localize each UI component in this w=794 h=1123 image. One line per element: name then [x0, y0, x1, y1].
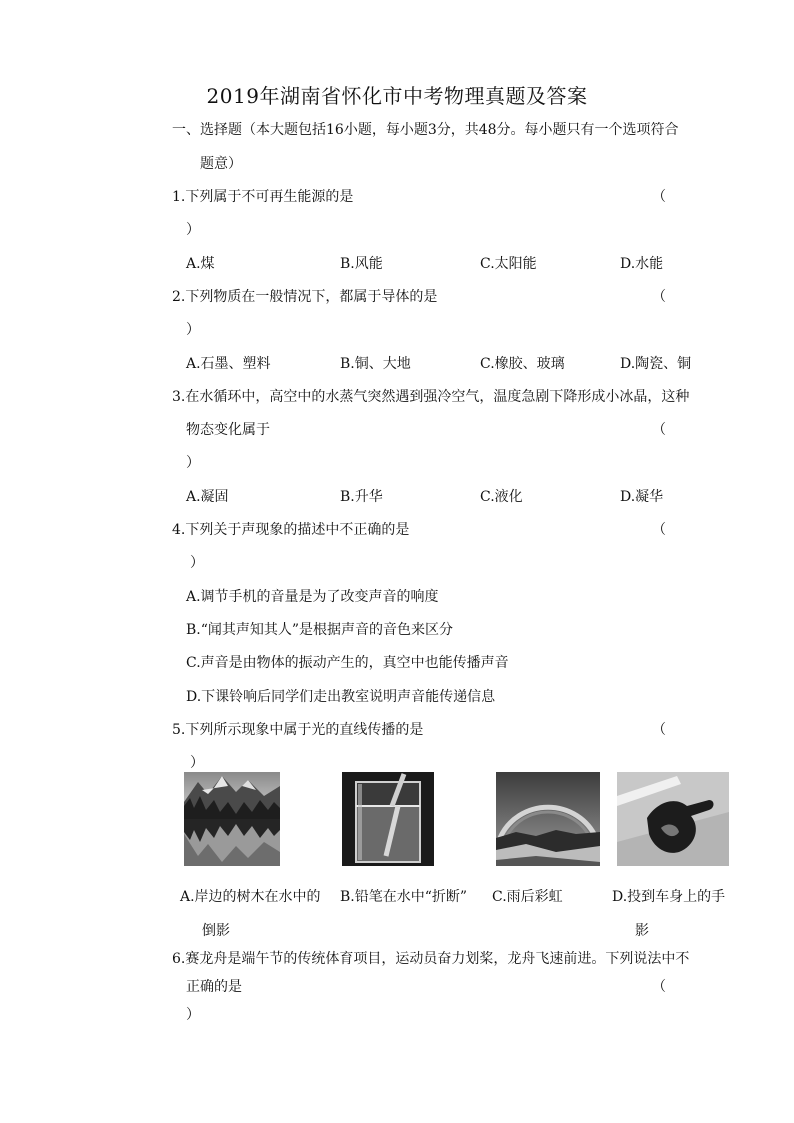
- page-title: 2019年湖南省怀化市中考物理真题及答案: [206, 84, 588, 108]
- question-5-option-d-cont: 影: [635, 923, 649, 939]
- answer-paren-open: （: [652, 422, 666, 438]
- question-3-option-b: B.升华: [340, 489, 383, 505]
- question-3-option-d: D.凝华: [620, 489, 664, 505]
- question-3-stem: 3.在水循环中，高空中的水蒸气突然遇到强冷空气，温度急剧下降形成小冰晶，这种: [172, 389, 690, 405]
- question-3-option-a: A.凝固: [186, 489, 229, 505]
- answer-paren-open: （: [652, 722, 666, 738]
- answer-paren-close: ）: [186, 1007, 200, 1023]
- section-heading: 一、选择题（本大题包括16小题，每小题3分，共48分。每小题只有一个选项符合: [172, 122, 679, 138]
- answer-paren-close: ）: [190, 755, 204, 771]
- question-1-option-c: C.太阳能: [480, 256, 537, 272]
- question-4-stem: 4.下列关于声现象的描述中不正确的是: [172, 522, 410, 538]
- question-3-option-c: C.液化: [480, 489, 523, 505]
- pencil-in-water-photo: [342, 772, 434, 866]
- question-5-option-c: C.雨后彩虹: [492, 889, 563, 905]
- question-2-stem: 2.下列物质在一般情况下，都属于导体的是: [172, 289, 438, 305]
- answer-paren-close: ）: [190, 555, 204, 571]
- answer-paren-open: （: [652, 289, 666, 305]
- question-2-option-d: D.陶瓷、铜: [620, 356, 692, 372]
- question-1-option-d: D.水能: [620, 256, 664, 272]
- answer-paren-open: （: [652, 979, 666, 995]
- question-1-stem: 1.下列属于不可再生能源的是: [172, 189, 354, 205]
- question-3-stem-cont: 物态变化属于: [186, 422, 270, 438]
- section-heading-cont: 题意）: [200, 156, 242, 172]
- rainbow-photo: [496, 772, 600, 866]
- question-2-option-c: C.橡胶、玻璃: [480, 356, 565, 372]
- question-4-option-d: D.下课铃响后同学们走出教室说明声音能传递信息: [186, 689, 496, 705]
- answer-paren-close: ）: [186, 455, 200, 471]
- question-1-option-a: A.煤: [186, 256, 215, 272]
- answer-paren-close: ）: [186, 222, 200, 238]
- question-5-option-a-cont: 倒影: [202, 923, 230, 939]
- question-2-option-a: A.石墨、塑料: [186, 356, 271, 372]
- tree-reflection-photo: [184, 772, 280, 866]
- question-6-stem-cont: 正确的是: [186, 979, 242, 995]
- question-4-option-a: A.调节手机的音量是为了改变声音的响度: [186, 589, 439, 605]
- question-1-option-b: B.风能: [340, 256, 383, 272]
- answer-paren-open: （: [652, 522, 666, 538]
- question-6-stem: 6.赛龙舟是端午节的传统体育项目，运动员奋力划桨，龙舟飞速前进。下列说法中不: [172, 951, 690, 967]
- question-2-option-b: B.铜、大地: [340, 356, 411, 372]
- question-5-option-b: B.铅笔在水中“折断”: [340, 889, 468, 905]
- answer-paren-open: （: [652, 189, 666, 205]
- question-4-option-b: B.“闻其声知其人”是根据声音的音色来区分: [186, 622, 454, 638]
- question-5-option-a: A.岸边的树木在水中的: [180, 889, 321, 905]
- question-4-option-c: C.声音是由物体的振动产生的，真空中也能传播声音: [186, 655, 509, 671]
- answer-paren-close: ）: [186, 322, 200, 338]
- question-5-option-d: D.投到车身上的手: [612, 889, 726, 905]
- question-5-stem: 5.下列所示现象中属于光的直线传播的是: [172, 722, 424, 738]
- hand-shadow-photo: [617, 772, 729, 866]
